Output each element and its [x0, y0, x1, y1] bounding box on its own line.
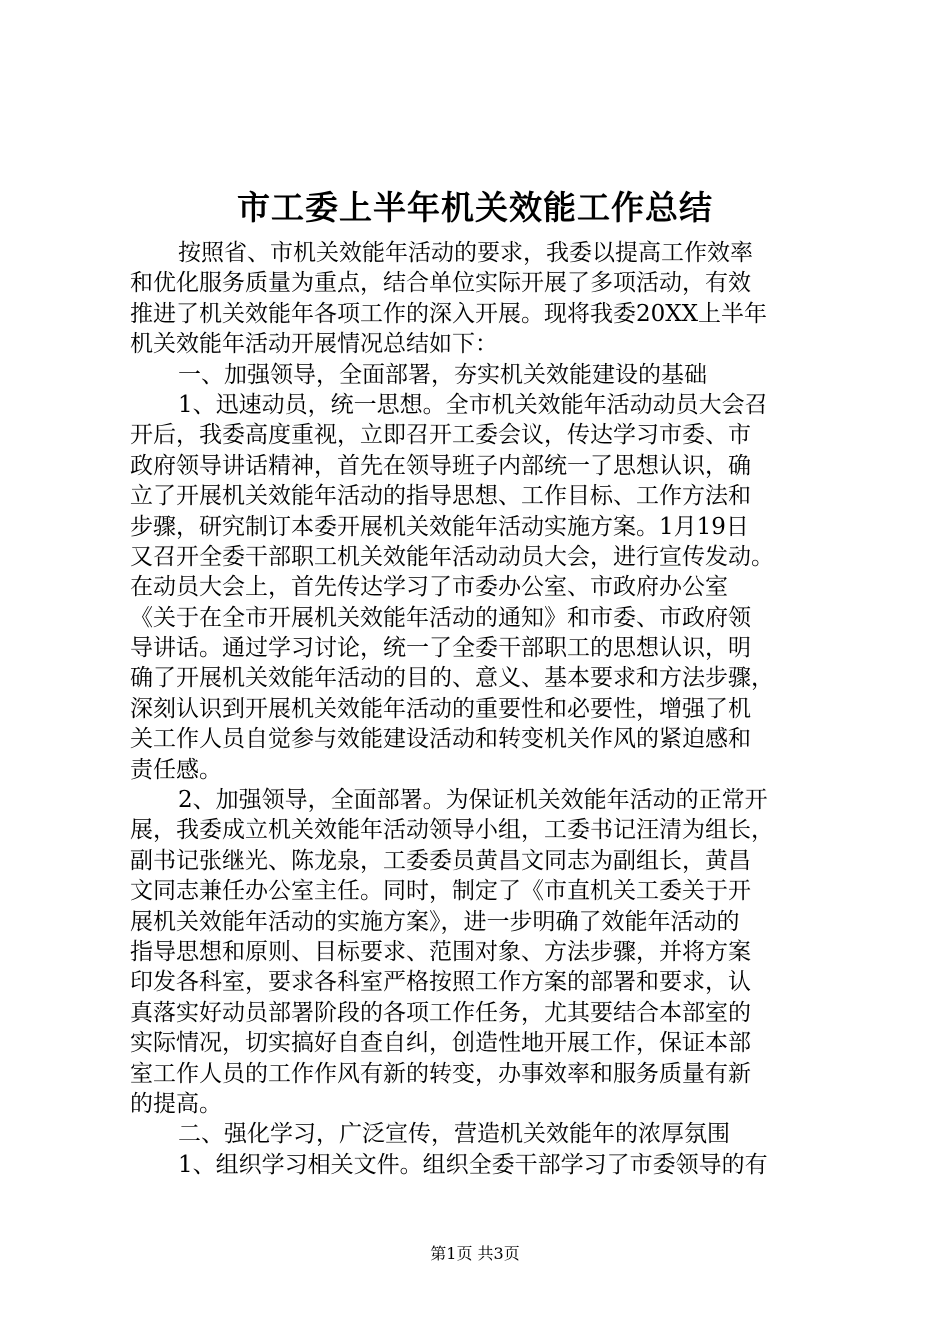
text-line: 步骤，研究制订本委开展机关效能年活动实施方案。1月19日: [130, 513, 749, 540]
text-line: 展，我委成立机关效能年活动领导小组，工委书记汪清为组长，: [130, 817, 774, 844]
text-line: 2、加强领导，全面部署。为保证机关效能年活动的正常开: [178, 787, 768, 814]
text-line: 机关效能年活动开展情况总结如下：: [130, 331, 498, 358]
text-line: 推进了机关效能年各项工作的深入开展。现将我委20XX上半年: [130, 300, 768, 327]
text-line: 1、迅速动员，统一思想。全市机关效能年活动动员大会召: [178, 391, 768, 418]
text-line: 印发各科室，要求各科室严格按照工作方案的部署和要求，认: [130, 969, 751, 996]
text-line: 导讲话。通过学习讨论，统一了全委干部职工的思想认识，明: [130, 635, 751, 662]
document-title: 市工委上半年机关效能工作总结: [237, 188, 713, 227]
text-line: 1、组织学习相关文件。组织全委干部学习了市委领导的有: [178, 1151, 768, 1178]
text-line: 关工作人员自觉参与效能建设活动和转变机关作风的紧迫感和: [130, 726, 751, 753]
text-line: 《关于在全市开展机关效能年活动的通知》和市委、市政府领: [130, 604, 751, 631]
text-line: 深刻认识到开展机关效能年活动的重要性和必要性，增强了机: [130, 695, 751, 722]
section-heading: 二、强化学习，广泛宣传，营造机关效能年的浓厚氛围: [178, 1121, 730, 1148]
text-line: 在动员大会上，首先传达学习了市委办公室、市政府办公室: [130, 574, 728, 601]
text-line: 室工作人员的工作作风有新的转变，办事效率和服务质量有新: [130, 1060, 751, 1087]
text-line: 责任感。: [130, 756, 222, 783]
text-line: 按照省、市机关效能年活动的要求，我委以提高工作效率: [178, 240, 753, 266]
text-line: 展机关效能年活动的实施方案》，进一步明确了效能年活动的: [130, 908, 740, 935]
text-line: 开后，我委高度重视，立即召开工委会议，传达学习市委、市: [130, 422, 751, 449]
text-line: 的提高。: [130, 1090, 222, 1117]
document-body: [130, 238, 832, 1180]
text-line: 实际情况，切实搞好自查自纠，创造性地开展工作，保证本部: [130, 1030, 751, 1057]
text-line: 真落实好动员部署阶段的各项工作任务，尤其要结合本部室的: [130, 999, 751, 1026]
text-line: 指导思想和原则、目标要求、范围对象、方法步骤，并将方案: [130, 938, 751, 965]
page-footer: 第1页 共3页: [430, 1244, 520, 1263]
text-line: 确了开展机关效能年活动的目的、意义、基本要求和方法步骤，: [130, 665, 774, 692]
text-line: 和优化服务质量为重点，结合单位实际开展了多项活动，有效: [130, 270, 751, 297]
text-line: 副书记张继光、陈龙泉，工委委员黄昌文同志为副组长，黄昌: [130, 847, 751, 874]
text-line: 文同志兼任办公室主任。同时，制定了《市直机关工委关于开: [130, 878, 751, 905]
section-heading: 一、加强领导，全面部署，夯实机关效能建设的基础: [178, 361, 707, 388]
text-line: 立了开展机关效能年活动的指导思想、工作目标、工作方法和: [130, 483, 751, 510]
text-line: 又召开全委干部职工机关效能年活动动员大会，进行宣传发动。: [130, 543, 774, 570]
text-line: 政府领导讲话精神，首先在领导班子内部统一了思想认识，确: [130, 452, 751, 479]
